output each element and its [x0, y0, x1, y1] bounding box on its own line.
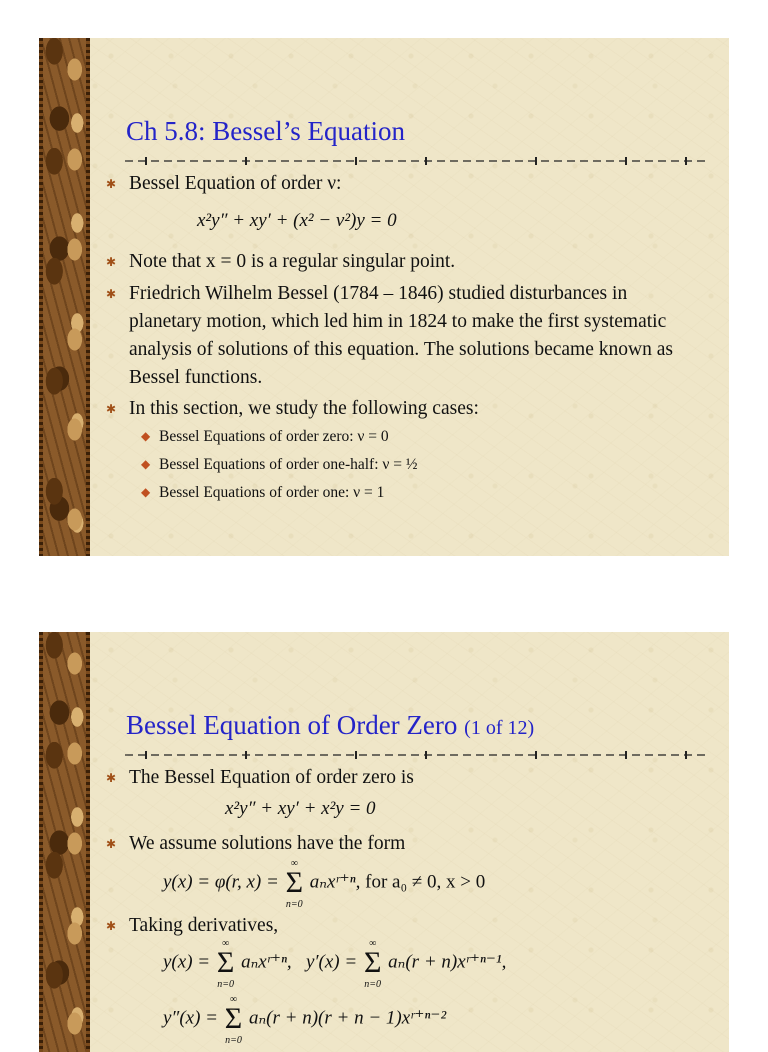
derivative-equations [163, 938, 507, 990]
bullet-text: We assume solutions have the form [129, 833, 406, 854]
strip-edge-left [39, 38, 43, 556]
equation-condition: for a₀ ≠ 0, x > 0 [365, 871, 486, 893]
bullet-text: The Bessel Equation of order zero is [129, 767, 414, 788]
sparkle-bullet-icon: ✱ [106, 919, 117, 933]
equation-part: aₙ(r + n)(r + n − 1)xʳ⁺ⁿ⁻² [248, 1007, 447, 1029]
summation-symbol: ∞ Σ n=0 [285, 858, 304, 910]
sum-lower-limit: n=0 [225, 1035, 242, 1046]
equation-part: y′(x) = [305, 951, 358, 973]
bullet-text: In this section, we study the following cases: [129, 398, 479, 419]
sub-bullet-text: Bessel Equations of order zero: ν = 0 [159, 428, 389, 445]
slide-title [126, 710, 534, 741]
bullet-item [106, 764, 699, 792]
sum-lower-limit: n=0 [217, 979, 234, 990]
equation-part: aₙxʳ⁺ⁿ, [241, 951, 292, 973]
equation-part: aₙ(r + n)xʳ⁺ⁿ⁻¹, [388, 951, 507, 973]
title-divider [125, 750, 709, 760]
sum-lower-limit: n=0 [285, 899, 303, 910]
slide-counter: (1 of 12) [464, 717, 535, 739]
summation-symbol: ∞ Σ n=0 [216, 938, 235, 990]
bullet-item [106, 395, 699, 423]
bullet-text: Taking derivatives, [129, 915, 279, 936]
bessel-equation: x²y″ + xy′ + (x² − ν²)y = 0 [197, 210, 397, 231]
slide-title: Ch 5.8: Bessel’s Equation [126, 116, 405, 146]
sparkle-bullet-icon: ✱ [106, 177, 117, 191]
equation-part: y(x) = φ(r, x) = [163, 871, 279, 893]
slide-title-text: Bessel Equation of Order Zero [126, 710, 458, 740]
sub-bullet-text: Bessel Equations of order one: ν = 1 [159, 484, 385, 501]
equation-part: aₙxʳ⁺ⁿ, [309, 871, 361, 893]
strip-edge-right [86, 38, 90, 556]
sparkle-bullet-icon: ✱ [106, 771, 117, 785]
bullet-item [106, 280, 699, 392]
strip-edge-left [39, 632, 43, 1052]
sparkle-bullet-icon: ✱ [106, 255, 117, 269]
sum-upper-limit: ∞ [290, 858, 298, 869]
summation-symbol: ∞ Σ n=0 [224, 994, 243, 1046]
strip-edge-right [86, 632, 90, 1052]
summation-symbol: ∞ Σ n=0 [363, 938, 382, 990]
equation-part: y″(x) = [163, 1007, 219, 1029]
bullet-item [106, 170, 699, 198]
decorative-leaf-strip [39, 632, 90, 1052]
sum-upper-limit: ∞ [229, 994, 238, 1005]
decorative-leaf-strip [39, 38, 90, 556]
sparkle-bullet-icon: ✱ [106, 287, 117, 301]
sum-upper-limit: ∞ [222, 938, 230, 949]
bullet-item [106, 830, 699, 858]
bullet-text: Friedrich Wilhelm Bessel (1784 – 1846) studied disturbances in planetary motion, which led him in 1824 to make the first systematic analysis of solutions of this equation. The solutions became known as Bessel functions. [129, 283, 673, 388]
sum-upper-limit: ∞ [369, 938, 377, 949]
sub-bullet-item [141, 428, 389, 446]
sparkle-bullet-icon: ✱ [106, 837, 117, 851]
series-solution-form [163, 858, 486, 910]
sub-bullet-item [141, 456, 418, 474]
slide-bessel-equation [39, 38, 729, 556]
sum-lower-limit: n=0 [364, 979, 382, 990]
bessel-order-zero-equation: x²y″ + xy′ + x²y = 0 [225, 798, 376, 819]
diamond-bullet-icon: ◆ [141, 485, 151, 499]
bullet-text: Note that x = 0 is a regular singular point. [129, 251, 456, 272]
bullet-item [106, 912, 699, 940]
slide-bessel-order-zero [39, 632, 729, 1052]
second-derivative-equation [163, 994, 447, 1046]
title-divider [125, 156, 709, 166]
sub-bullet-item [141, 484, 385, 502]
diamond-bullet-icon: ◆ [141, 429, 151, 443]
diamond-bullet-icon: ◆ [141, 457, 151, 471]
bullet-item [106, 248, 699, 276]
sparkle-bullet-icon: ✱ [106, 402, 117, 416]
sub-bullet-text: Bessel Equations of order one-half: ν = ½ [159, 456, 418, 473]
equation-part: y(x) = [163, 951, 211, 973]
bullet-text: Bessel Equation of order ν: [129, 173, 342, 194]
